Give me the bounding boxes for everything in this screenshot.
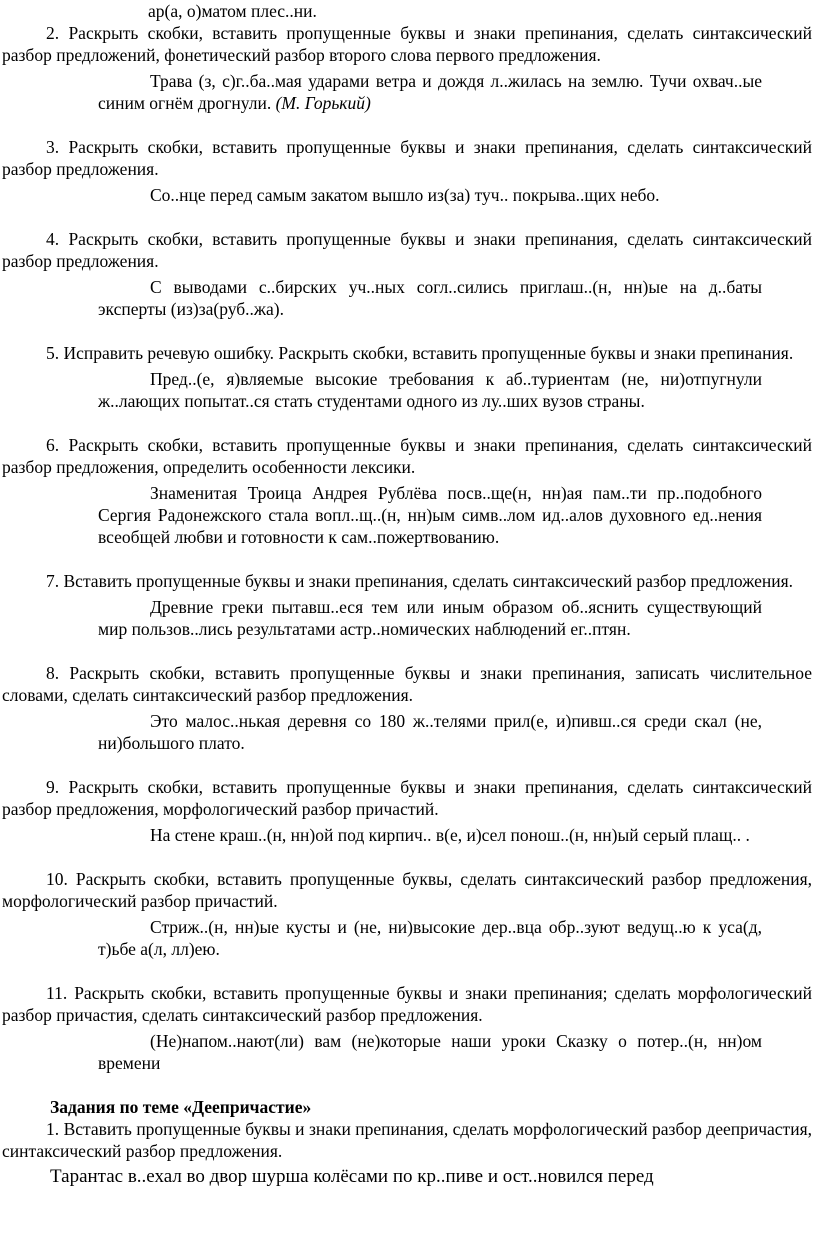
task-sentence (98, 916, 762, 960)
task-instruction (2, 228, 812, 272)
task-sentence (98, 710, 762, 754)
task-sentence (98, 368, 762, 412)
task-instruction-text: Раскрыть скобки, вставить пропущенные буквы и знаки препинания, сделать синтаксический разбор предложения, определить особенности лексики. (2, 435, 813, 477)
task-instruction-text: Исправить речевую ошибку. Раскрыть скобки, вставить пропущенные буквы и знаки препинания. (63, 343, 794, 363)
task-number: 5. (46, 343, 60, 363)
task-instruction-text: Раскрыть скобки, вставить пропущенные буквы, сделать синтаксический разбор предложения, морфологический разбор причастий. (2, 869, 812, 911)
task-instruction (2, 570, 812, 592)
task-sentence (98, 482, 762, 548)
task-sentence (98, 184, 762, 206)
spacer (2, 548, 812, 570)
prev-sentence-tail: ар(а, о)матом плес..ни. (148, 1, 317, 21)
task-item (2, 662, 812, 776)
task-instruction-text: Раскрыть скобки, вставить пропущенные буквы и знаки препинания, сделать синтаксический разбор предложения. (2, 137, 813, 179)
task-item (2, 342, 812, 434)
task-sentence-text: Это малос..нькая деревня со 180 ж..телями прил(е, и)пивш..ся среди скал (не, ни)большого плато. (98, 711, 762, 753)
spacer (2, 960, 812, 982)
task-sentence-text: На стене краш..(н, нн)ой под кирпич.. в(е, и)сел понош..(н, нн)ый серый плащ.. . (150, 825, 750, 845)
task-number: 7. (46, 571, 60, 591)
task-instruction-text: Вставить пропущенные буквы и знаки препинания, сделать синтаксический разбор предложения. (63, 571, 794, 591)
spacer (0, 1074, 816, 1096)
task-sentence (98, 70, 762, 114)
task-sentence-text: Знаменитая Троица Андрея Рублёва посв..ще(н, нн)ая пам..ти пр..подобного Сергия Радонежского стала вопл..щ..(н, нн)ым симв..лом ид..алов духовного ед..нения всеобщей любви и готовности к сам..пожертвованию. (98, 483, 762, 547)
task-number: 10. (46, 869, 68, 889)
task-number: 8. (46, 663, 60, 683)
task-item (2, 22, 812, 136)
spacer (2, 320, 812, 342)
task-instruction-text: Раскрыть скобки, вставить пропущенные буквы и знаки препинания, сделать синтаксический разбор предложения. (2, 229, 813, 271)
author-attribution: (М. Горький) (275, 93, 371, 113)
task-instruction (2, 776, 812, 820)
task-instruction (2, 662, 812, 706)
task-number: 4. (46, 229, 60, 249)
spacer (2, 640, 812, 662)
task-item (2, 228, 812, 342)
task-item (2, 570, 812, 662)
task-item (2, 776, 812, 868)
task-number: 3. (46, 137, 60, 157)
task-instruction (2, 136, 812, 180)
task-item (2, 136, 812, 228)
task-instruction (2, 1118, 812, 1162)
task-sentence-text: Стриж..(н, нн)ые кусты и (не, ни)высокие дер..вца обр..зуют ведущ..ю к уса(д, т)ьбе а(л, лл)ею. (98, 917, 762, 959)
task-sentence-text: Пред..(е, я)вляемые высокие требования к аб..туриентам (не, ни)отпугнули ж..лающих попытат..ся стать студентами одного из лу..ших вузов страны. (98, 369, 762, 411)
spacer (2, 114, 812, 136)
task-instruction-text: Раскрыть скобки, вставить пропущенные буквы и знаки препинания, сделать синтаксический разбор предложений, фонетический разбор второго слова первого предложения. (2, 23, 813, 65)
task-sentence-text: Трава (з, с)г..ба..мая ударами ветра и дождя л..жилась на землю. Тучи охвач..ые синим огнём дрогнули. (98, 71, 762, 113)
task-instruction (2, 868, 812, 912)
spacer (2, 846, 812, 868)
task-instruction (2, 342, 812, 364)
task-list (0, 22, 816, 1074)
section-task (2, 1118, 812, 1162)
spacer (2, 754, 812, 776)
task-instruction-text: Раскрыть скобки, вставить пропущенные буквы и знаки препинания, сделать синтаксический разбор предложения, морфологический разбор причастий. (2, 777, 813, 819)
task-instruction (2, 982, 812, 1026)
task-sentence-text: (Не)напом..нают(ли) вам (не)которые наши уроки Сказку о потер..(н, нн)ом времени (98, 1031, 762, 1073)
task-sentence (98, 276, 762, 320)
task-instruction-text: Раскрыть скобки, вставить пропущенные буквы и знаки препинания; сделать морфологический разбор причастия, сделать синтаксический разбор предложения. (2, 983, 812, 1025)
task-sentence-text: Со..нце перед самым закатом вышло из(за) туч.. покрыва..щих небо. (150, 185, 660, 205)
section-title: Задания по теме «Деепричастие» (50, 1097, 312, 1117)
task-number: 6. (46, 435, 60, 455)
task-number: 2. (46, 23, 60, 43)
task-item (2, 434, 812, 570)
task-sentence: Тарантас в..ехал во двор шурша колёсами по кр..пиве и ост..новился перед (50, 1166, 654, 1187)
task-sentence-text: Древние греки пытавш..еся тем или иным образом об..яснить существующий мир пользов..лись результатами астр..номических наблюдений ег..птян. (98, 597, 762, 639)
task-number: 9. (46, 777, 60, 797)
task-sentence (98, 1030, 762, 1074)
task-item (2, 868, 812, 982)
task-item (2, 982, 812, 1074)
task-sentence (98, 596, 762, 640)
task-number: 11. (46, 983, 68, 1003)
task-sentence (98, 824, 762, 846)
task-sentence-text: С выводами с..бирских уч..ных согл..сились приглаш..(н, нн)ые на д..баты эксперты (из)за(руб..жа). (98, 277, 762, 319)
task-instruction-text: Вставить пропущенные буквы и знаки препинания, сделать морфологический разбор деепричастия, синтаксический разбор предложения. (2, 1119, 812, 1161)
task-instruction-text: Раскрыть скобки, вставить пропущенные буквы и знаки препинания, записать числительное словами, сделать синтаксический разбор предложения. (2, 663, 812, 705)
task-number: 1. (46, 1119, 60, 1139)
spacer (2, 412, 812, 434)
task-instruction (2, 22, 812, 66)
spacer (2, 206, 812, 228)
task-instruction (2, 434, 812, 478)
